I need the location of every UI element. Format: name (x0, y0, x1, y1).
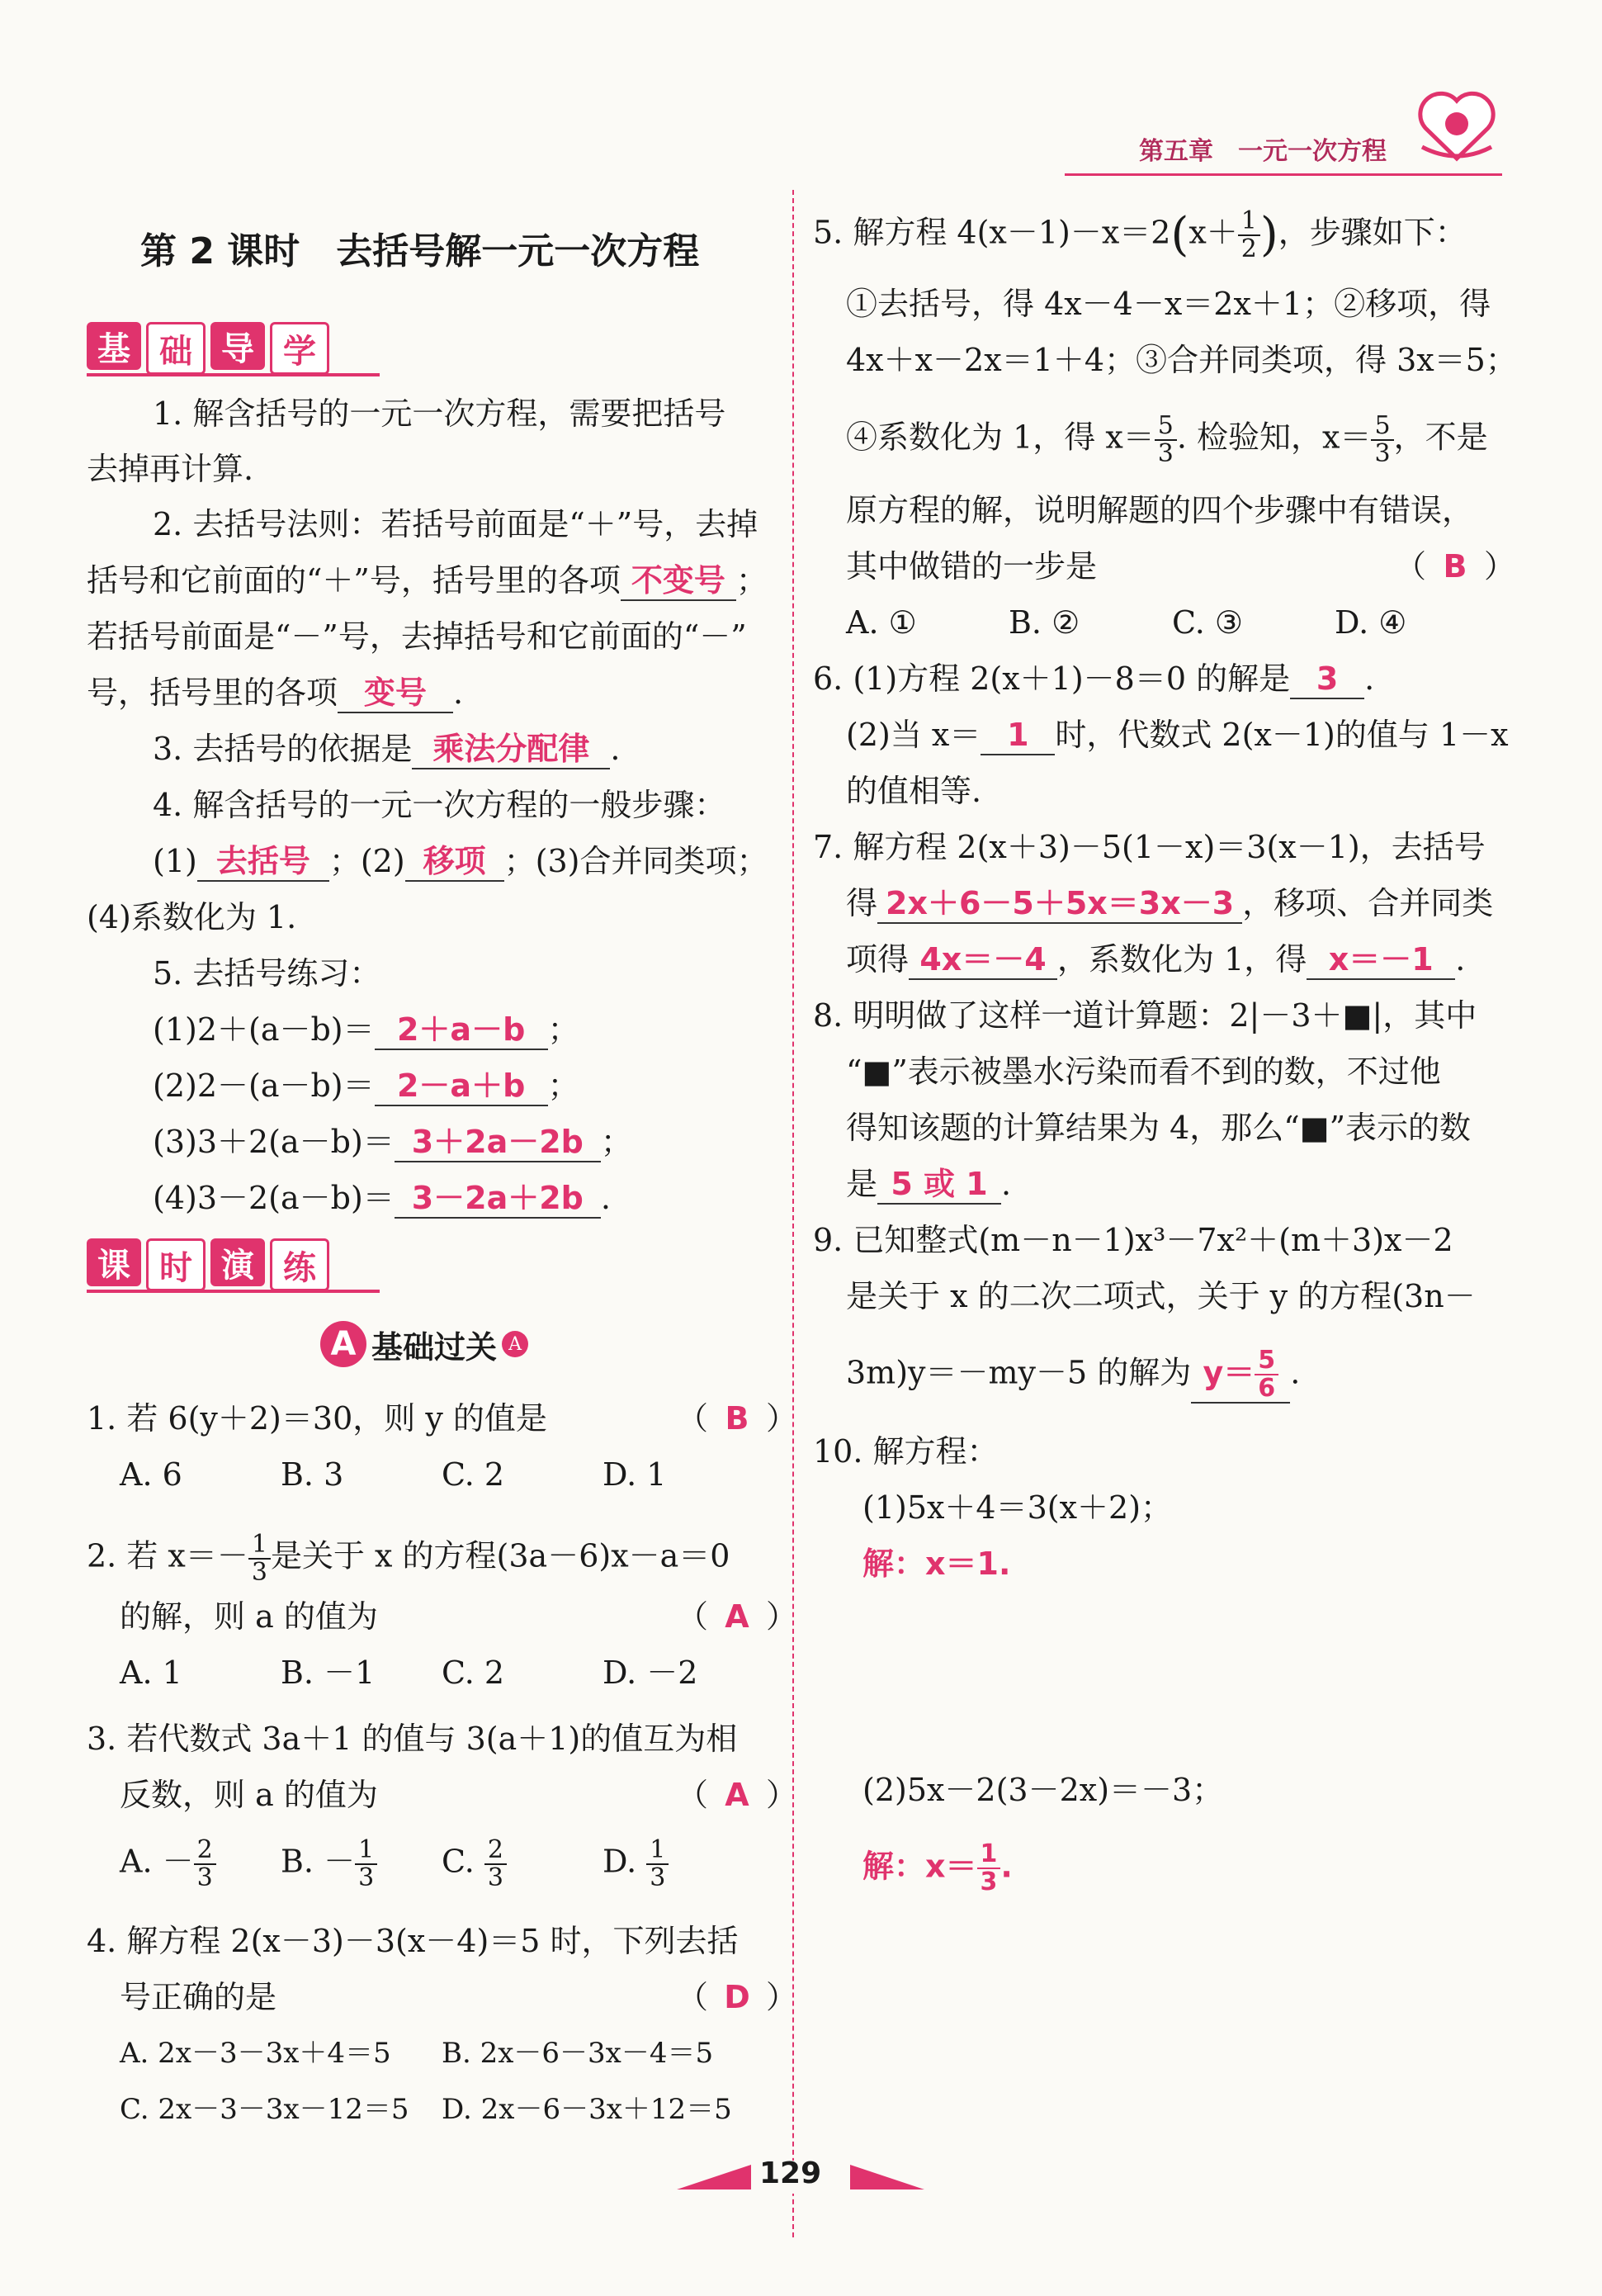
choice-answer: B (725, 1400, 749, 1437)
fraction (1155, 413, 1177, 467)
right-q10-sub: (1)5x＋4＝3(x＋2)； (862, 1489, 1173, 1526)
page-number: 129 (759, 2156, 822, 2190)
text: . (600, 1180, 611, 1216)
answer-blank: 3－2a＋2b (395, 1179, 601, 1219)
option: B. ② (1009, 604, 1080, 641)
basics-q3 (153, 730, 620, 769)
text: ，不是 (1393, 419, 1488, 456)
option: C. 2 (442, 1456, 505, 1493)
section-badge-practice (87, 1238, 329, 1291)
answer-blank: 1 (981, 716, 1055, 755)
numerator: 5 (1155, 413, 1177, 441)
basics-q1: 1. 解含括号的一元一次方程，需要把括号 (153, 395, 726, 432)
numerator: 1 (646, 1837, 669, 1865)
fraction (248, 1531, 271, 1586)
text: (3)3＋2(a－b)＝ (153, 1124, 395, 1160)
text: . (1000, 1848, 1013, 1885)
answer-blank: 乘法分配律 (412, 730, 610, 769)
level-letter-small: A (502, 1331, 528, 1357)
text: x＋ (1189, 214, 1238, 251)
choice-answer: B (1443, 548, 1467, 585)
text: 是 (846, 1166, 878, 1202)
fraction (1238, 208, 1260, 263)
choice-answer: A (725, 1777, 749, 1813)
option: A. ① (846, 604, 917, 641)
text: ； (735, 562, 768, 599)
text: ； (547, 1068, 579, 1104)
option: B. 2x－6－3x－4＝5 (442, 2037, 714, 2070)
basics-q5-item (153, 1011, 579, 1050)
numerator: 1 (977, 1841, 1001, 1869)
text: ； (547, 1011, 579, 1048)
denominator: 3 (1374, 439, 1391, 468)
section-badge-basics (87, 322, 329, 375)
numerator: 5 (1371, 413, 1393, 441)
text: 得 (846, 885, 878, 921)
fraction (194, 1837, 216, 1891)
badge-char: 练 (270, 1238, 329, 1291)
level-letter: A (320, 1321, 366, 1367)
right-q8-line: “■”表示被墨水污染而看不到的数，不过他 (846, 1053, 1441, 1090)
denominator: 2 (1240, 234, 1257, 263)
answer-blank: 2－a＋b (375, 1067, 548, 1106)
right-q5-line (846, 413, 1488, 467)
text: ④系数化为 1，得 x＝ (846, 419, 1155, 456)
option (603, 1837, 669, 1891)
text: (2)2－(a－b)＝ (153, 1068, 375, 1104)
text: 6. (1)方程 2(x＋1)－8＝0 的解是 (813, 660, 1291, 697)
right-q10-sub: (2)5x－2(3－2x)＝－3； (862, 1772, 1224, 1808)
badge-char: 基 (87, 322, 141, 370)
option (120, 1837, 216, 1891)
option: C. 2x－3－3x－12＝5 (120, 2093, 409, 2126)
lesson-title: 第 2 课时 去括号解一元一次方程 (140, 230, 700, 272)
right-q10: 10. 解方程： (813, 1433, 999, 1470)
option: B. －1 (281, 1655, 376, 1691)
text: y＝ (1203, 1354, 1255, 1391)
answer-blank: 移项 (405, 842, 504, 882)
right-q7-line3 (846, 940, 1465, 980)
fraction (355, 1837, 377, 1891)
option: D. 1 (603, 1456, 667, 1493)
text: . (1364, 660, 1375, 697)
practice-q2-line2: 的解，则 a 的值为 (120, 1598, 378, 1635)
right-q5-line: ①去括号，得 4x－4－x＝2x＋1；②移项，得 (846, 286, 1491, 322)
right-q5-line: 其中做错的一步是 (846, 548, 1098, 585)
fraction (646, 1837, 669, 1891)
right-q7: 7. 解方程 2(x＋3)－5(1－x)＝3(x－1)，去括号 (813, 829, 1486, 865)
answer-blank: 不变号 (621, 561, 736, 601)
level-badge (320, 1321, 528, 1367)
numerator: 2 (194, 1837, 216, 1865)
basics-q4-step4: (4)系数化为 1. (87, 899, 297, 935)
text: 时，代数式 2(x－1)的值与 1－x (1055, 717, 1509, 753)
answer-blank: 2＋a－b (375, 1011, 548, 1050)
text: C. (442, 1843, 484, 1880)
fraction (484, 1837, 507, 1891)
right-q9-line: 是关于 x 的二次二项式，关于 y 的方程(3n－ (846, 1278, 1476, 1314)
basics-q5-item (153, 1123, 632, 1162)
basics-q5-item (153, 1179, 611, 1219)
choice-answer: D (724, 1979, 750, 2015)
right-q6-line3: 的值相等. (846, 773, 982, 809)
badge-char: 础 (146, 322, 206, 375)
text: (2)当 x＝ (846, 717, 981, 753)
basics-q2-line3: 若括号前面是“－”号，去掉括号和它前面的“－” (87, 618, 747, 655)
text: (4)3－2(a－b)＝ (153, 1180, 395, 1216)
solution-answer (862, 1841, 1013, 1896)
answer-blank: 变号 (338, 674, 453, 713)
level-label: 基础过关 (371, 1328, 498, 1366)
text: (1) (153, 843, 197, 879)
basics-q1-cont: 去掉再计算. (87, 451, 254, 487)
text: ；(3)合并同类项； (503, 843, 768, 879)
right-q5-answer: （ B ） (1395, 548, 1516, 585)
right-q9-line (846, 1347, 1300, 1404)
answer-blank: 2x＋6－5＋5x＝3x－3 (877, 884, 1242, 924)
option: A. 6 (120, 1456, 182, 1493)
basics-q5: 5. 去括号练习： (153, 955, 381, 992)
denominator: 3 (980, 1868, 998, 1896)
right-q8-line: 得知该题的计算结果为 4，那么“■”表示的数 (846, 1110, 1472, 1146)
badge-char: 演 (210, 1238, 265, 1286)
basics-q5-item (153, 1067, 579, 1106)
practice-q4-answer: （ D ） (677, 1979, 798, 2015)
text: . (1290, 1354, 1301, 1391)
option (281, 1837, 377, 1891)
text: B. － (281, 1843, 356, 1880)
numerator: 1 (355, 1837, 377, 1865)
right-q5-line: 原方程的解，说明解题的四个步骤中有错误， (846, 492, 1474, 528)
text: . (1001, 1166, 1012, 1202)
text: 5. 解方程 4(x－1)－x＝2 (813, 214, 1171, 251)
right-q7-line2 (846, 884, 1493, 924)
text: . 检验知，x＝ (1176, 419, 1372, 456)
basics-q2: 2. 去括号法则：若括号前面是“＋”号，去掉 (153, 506, 758, 542)
basics-q2-line4 (87, 674, 463, 713)
numerator: 2 (484, 1837, 507, 1865)
right-q6-line2 (846, 716, 1509, 755)
denominator: 3 (650, 1863, 666, 1892)
right-q5: 5. 解方程 4(x－1)－x＝2(x＋ $\frac{1}{2}$ )，步骤如下： (813, 206, 1467, 263)
option: D. 2x－6－3x＋12＝5 (442, 2093, 732, 2126)
text: D. (603, 1843, 647, 1880)
right-q9: 9. 已知整式(m－n－1)x³－7x²＋(m＋3)x－2 (813, 1222, 1453, 1258)
text: 解：x＝ (862, 1848, 977, 1885)
text: ；(2) (328, 843, 405, 879)
header-rule (1065, 173, 1502, 176)
fraction (1255, 1347, 1278, 1402)
option: C. 2 (442, 1655, 505, 1691)
practice-q1-answer: （ B ） (677, 1400, 798, 1437)
denominator: 3 (196, 1863, 213, 1892)
numerator: 1 (1238, 208, 1260, 236)
badge-char: 导 (210, 322, 265, 370)
text: 项得 (846, 941, 910, 978)
practice-q1: 1. 若 6(y＋2)＝30，则 y 的值是 (87, 1400, 547, 1437)
practice-q3: 3. 若代数式 3a＋1 的值与 3(a＋1)的值互为相 (87, 1721, 738, 1757)
answer-blank: 5 或 1 (877, 1165, 1001, 1205)
text: 3m)y＝－my－5 的解为 (846, 1354, 1192, 1391)
option (442, 1837, 507, 1891)
option: B. 3 (281, 1456, 344, 1493)
option: A. 1 (120, 1655, 182, 1691)
option: D. ④ (1335, 604, 1407, 641)
text: (1)2＋(a－b)＝ (153, 1011, 375, 1048)
text: ； (600, 1124, 632, 1160)
text: 是关于 x 的方程(3a－6)x－a＝0 (270, 1537, 730, 1574)
choice-answer: A (725, 1598, 749, 1635)
badge-char: 时 (146, 1238, 206, 1291)
basics-q4: 4. 解含括号的一元一次方程的一般步骤： (153, 787, 726, 823)
text: . (453, 675, 464, 711)
answer-blank: x＝－1 (1307, 940, 1455, 980)
text: . (610, 731, 621, 767)
option: D. －2 (603, 1655, 698, 1691)
denominator: 3 (1157, 439, 1174, 468)
section-rule (87, 1290, 380, 1293)
right-q6 (813, 660, 1374, 699)
text: . (1455, 941, 1466, 978)
answer-blank: 3＋2a－2b (395, 1123, 601, 1162)
section-rule (87, 373, 380, 376)
denominator: 3 (487, 1863, 503, 1892)
right-q5-line: 4x＋x－2x＝1＋4；③合并同类项，得 3x＝5； (846, 342, 1517, 378)
practice-q3-line2: 反数，则 a 的值为 (120, 1777, 378, 1813)
answer-blank: 4x＝－4 (909, 940, 1057, 980)
option: C. ③ (1172, 604, 1243, 641)
text: ，步骤如下： (1278, 214, 1467, 251)
basics-q4-steps (153, 842, 768, 882)
answer-blank: 去括号 (197, 842, 329, 882)
text: ，移项、合并同类 (1242, 885, 1494, 921)
answer-blank: 3 (1290, 660, 1364, 699)
numerator: 5 (1255, 1347, 1278, 1375)
text: 2. 若 x＝－ (87, 1537, 248, 1574)
answer-blank (1191, 1347, 1290, 1404)
chapter-header: 第五章 一元一次方程 (1139, 137, 1387, 166)
practice-q4-line2: 号正确的是 (120, 1979, 277, 2015)
badge-char: 学 (270, 322, 329, 375)
text: 括号和它前面的“＋”号，括号里的各项 (87, 562, 621, 599)
text: A. － (120, 1843, 194, 1880)
fraction (977, 1841, 1001, 1896)
badge-char: 课 (87, 1238, 141, 1286)
fraction (1371, 413, 1393, 467)
right-q8-line (846, 1165, 1011, 1205)
text: 号，括号里的各项 (87, 675, 338, 711)
practice-q3-answer: （ A ） (677, 1777, 798, 1813)
basics-q2-line2 (87, 561, 768, 601)
practice-q4: 4. 解方程 2(x－3)－3(x－4)＝5 时，下列去括 (87, 1923, 739, 1959)
practice-q2-answer: （ A ） (677, 1598, 798, 1635)
column-divider (792, 190, 794, 2237)
solution-answer: 解：x＝1. (862, 1546, 1011, 1582)
option: A. 2x－3－3x＋4＝5 (120, 2037, 391, 2070)
text: 3. 去括号的依据是 (153, 731, 413, 767)
denominator: 3 (358, 1863, 375, 1892)
right-q8: 8. 明明做了这样一道计算题：2|－3＋■|，其中 (813, 997, 1477, 1034)
denominator: 6 (1258, 1374, 1276, 1403)
publisher-logo-icon (1415, 83, 1498, 165)
denominator: 3 (251, 1558, 267, 1587)
practice-q2 (87, 1531, 730, 1586)
numerator: 1 (248, 1531, 271, 1560)
text: ，系数化为 1，得 (1057, 941, 1307, 978)
